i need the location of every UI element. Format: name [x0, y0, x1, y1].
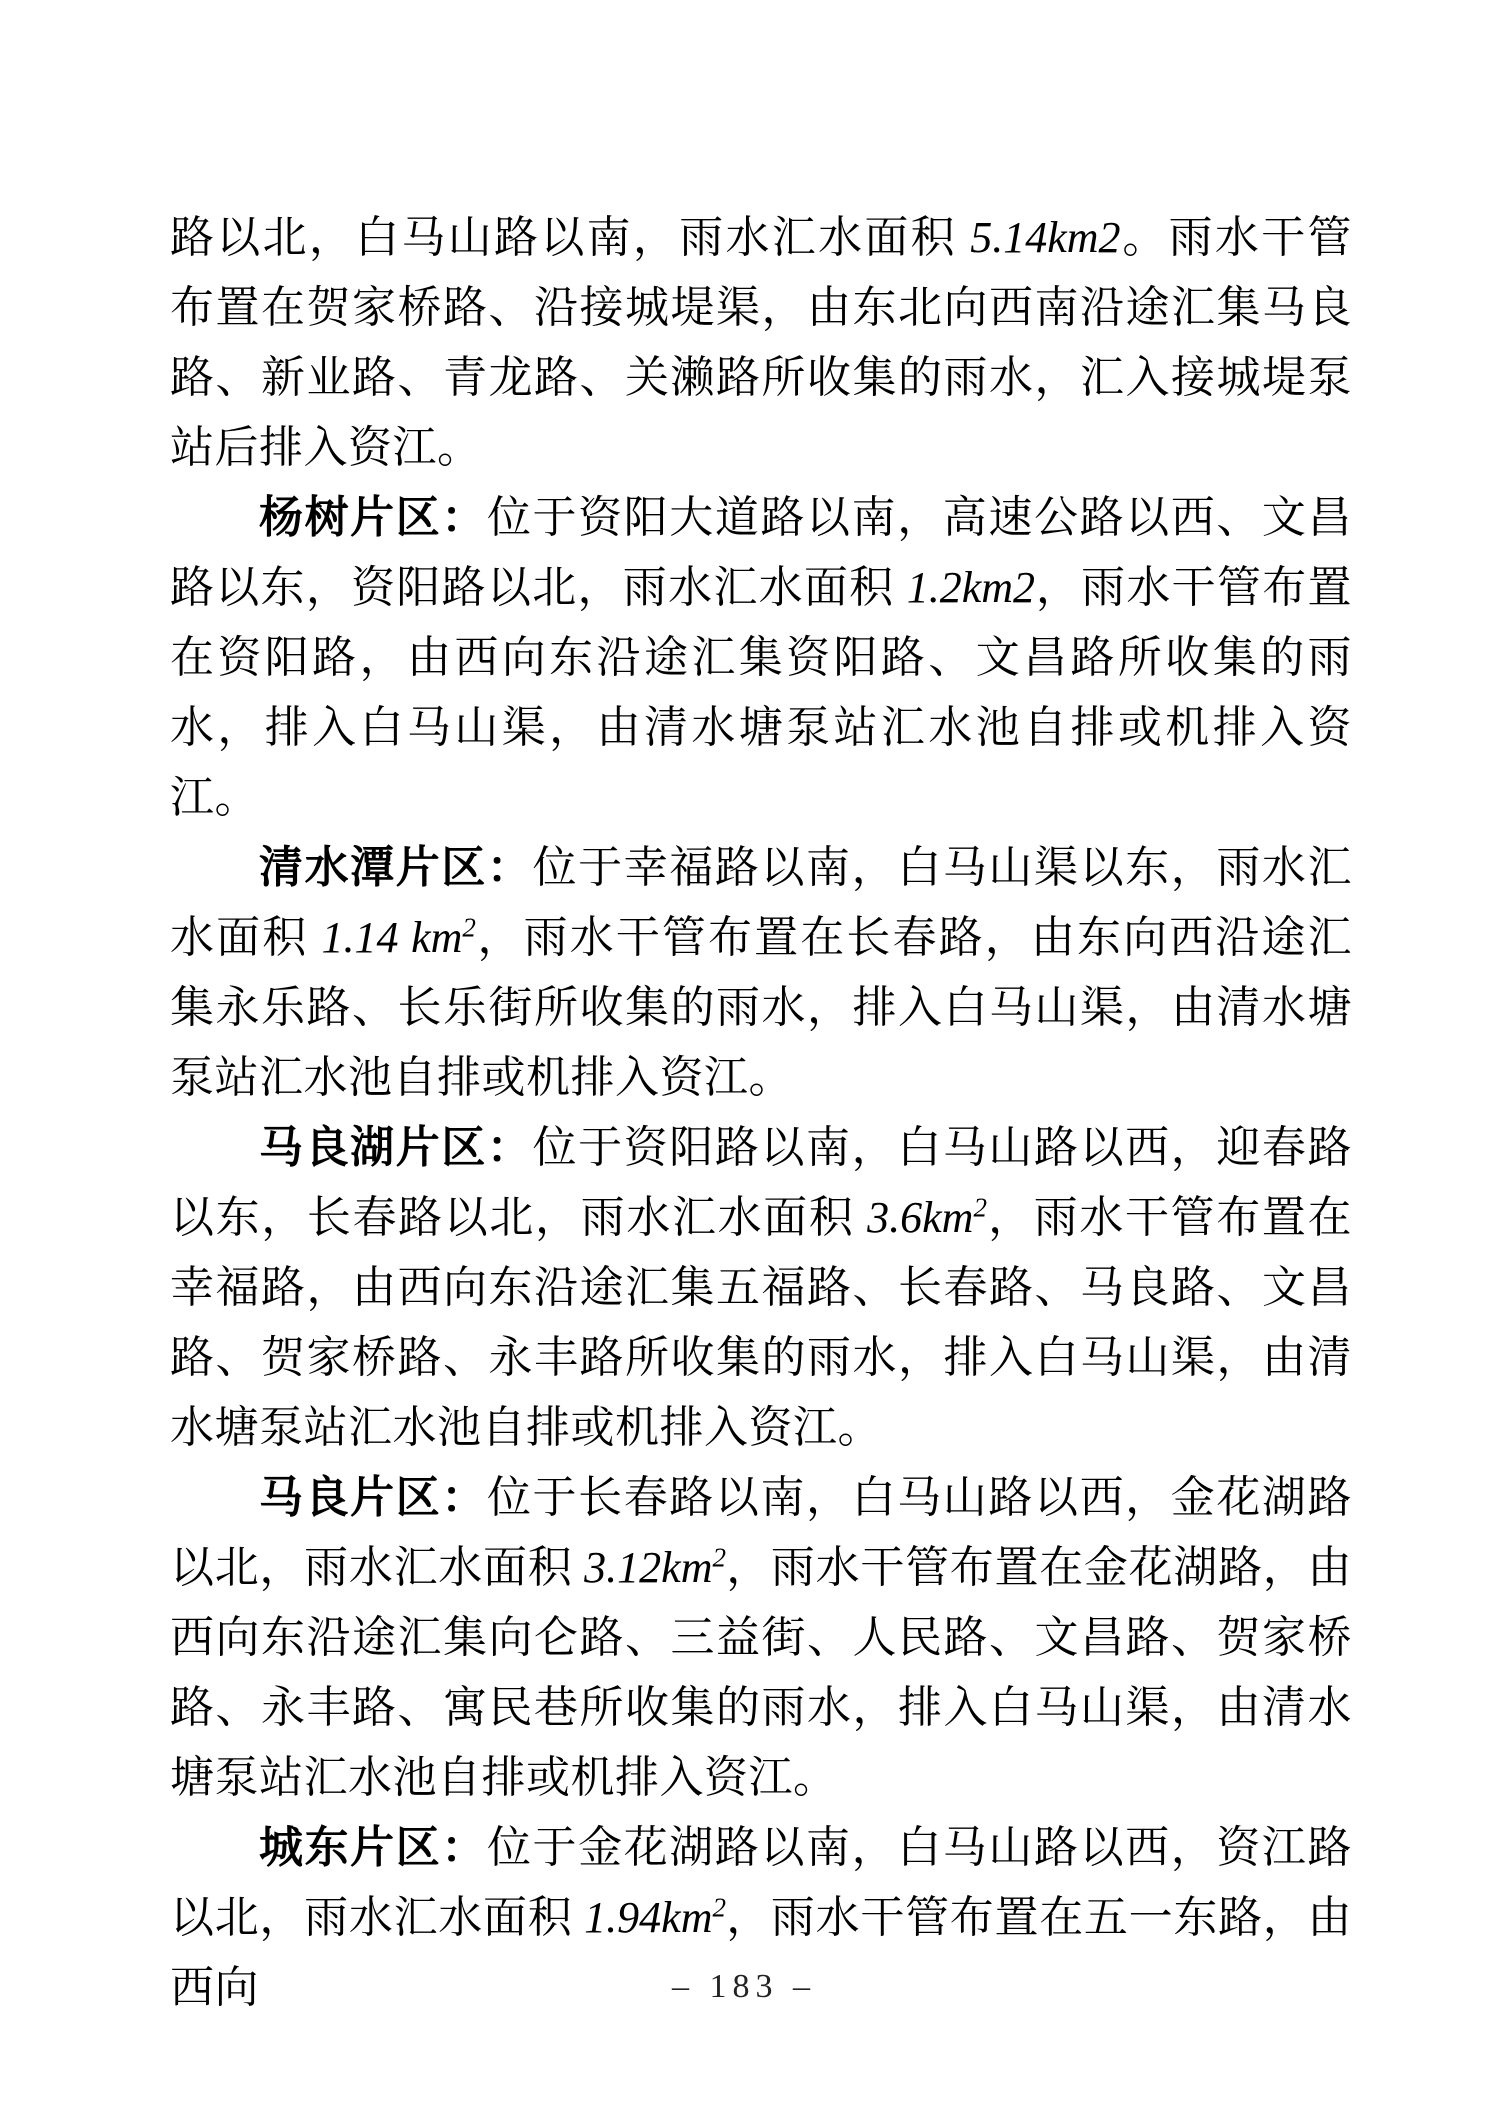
paragraph-qingshuitan-district-segment: 位于幸福路以南，白马山渠以东，雨水汇水面积: [170, 843, 1353, 962]
paragraph-maliang-district-segment: ，雨水干管布置在金花湖路，由西向东沿途汇集向仑路、三益街、人民路、文昌路、贺家桥路、永丰路、寓民巷所收集的雨水，排入白马山渠，由清水塘泵站汇水池自排或机排入资江。: [170, 1543, 1353, 1802]
paragraph-chengdong-district-segment: 1.94km: [584, 1893, 713, 1942]
paragraph-maliang-district-segment: 位于长春路以南，白马山路以西，金花湖路以北，雨水汇水面积: [170, 1473, 1353, 1592]
paragraph-qingshuitan-district-segment: 清水潭片区：: [259, 843, 533, 892]
paragraph-chengdong-district-segment: 2: [712, 1892, 726, 1923]
paragraph-malianghu-district-segment: 位于资阳路以南，白马山路以西，迎春路以东，长春路以北，雨水汇水面积: [170, 1123, 1353, 1242]
paragraph-jiechengdi-continuation-segment: 5.14km2: [970, 213, 1121, 262]
paragraph-chengdong-district-segment: 位于金花湖路以南，白马山路以西，资江路以北，雨水汇水面积: [170, 1823, 1353, 1942]
paragraph-malianghu-district: [170, 1113, 1352, 1463]
paragraph-jiechengdi-continuation-segment: 路以北，白马山路以南，雨水汇水面积: [170, 213, 971, 262]
paragraph-maliang-district-segment: 3.12km: [584, 1543, 713, 1592]
paragraph-malianghu-district-segment: 马良湖片区：: [259, 1123, 533, 1172]
document-body: [170, 203, 1352, 2023]
paragraph-chengdong-district-segment: ，雨水干管布置在五一东路，由西向: [170, 1893, 1353, 2012]
paragraph-maliang-district-segment: 2: [712, 1542, 726, 1573]
paragraph-chengdong-district-segment: 城东片区：: [259, 1823, 487, 1872]
paragraph-qingshuitan-district-segment: 1.14 km: [321, 913, 463, 962]
page-number: – 183 –: [672, 1968, 816, 2005]
paragraph-maliang-district: [170, 1463, 1352, 1813]
paragraph-yangshu-district-segment: 位于资阳大道路以南，高速公路以西、文昌路以东，资阳路以北，雨水汇水面积: [170, 493, 1353, 612]
paragraph-yangshu-district-segment: 杨树片区：: [259, 493, 487, 542]
paragraph-jiechengdi-continuation-segment: 。雨水干管布置在贺家桥路、沿接城堤渠，由东北向西南沿途汇集马良路、新业路、青龙路、关濑路所收集的雨水，汇入接城堤泵站后排入资江。: [170, 213, 1353, 472]
paragraph-yangshu-district: [170, 483, 1352, 833]
paragraph-qingshuitan-district-segment: 2: [462, 912, 476, 943]
paragraph-qingshuitan-district: [170, 833, 1352, 1113]
paragraph-qingshuitan-district-segment: ，雨水干管布置在长春路，由东向西沿途汇集永乐路、长乐街所收集的雨水，排入白马山渠，由清水塘泵站汇水池自排或机排入资江。: [170, 913, 1353, 1102]
paragraph-jiechengdi-continuation: [170, 203, 1352, 483]
paragraph-malianghu-district-segment: 3.6km: [867, 1193, 974, 1242]
paragraph-yangshu-district-segment: ，雨水干管布置在资阳路，由西向东沿途汇集资阳路、文昌路所收集的雨水，排入白马山渠，由清水塘泵站汇水池自排或机排入资江。: [170, 563, 1353, 822]
paragraph-yangshu-district-segment: 1.2km2: [906, 563, 1036, 612]
page-footer: [0, 1968, 1488, 2006]
paragraph-malianghu-district-segment: 2: [973, 1192, 987, 1223]
paragraph-maliang-district-segment: 马良片区：: [259, 1473, 487, 1522]
paragraph-malianghu-district-segment: ，雨水干管布置在幸福路，由西向东沿途汇集五福路、长春路、马良路、文昌路、贺家桥路、永丰路所收集的雨水，排入白马山渠，由清水塘泵站汇水池自排或机排入资江。: [170, 1193, 1352, 1452]
